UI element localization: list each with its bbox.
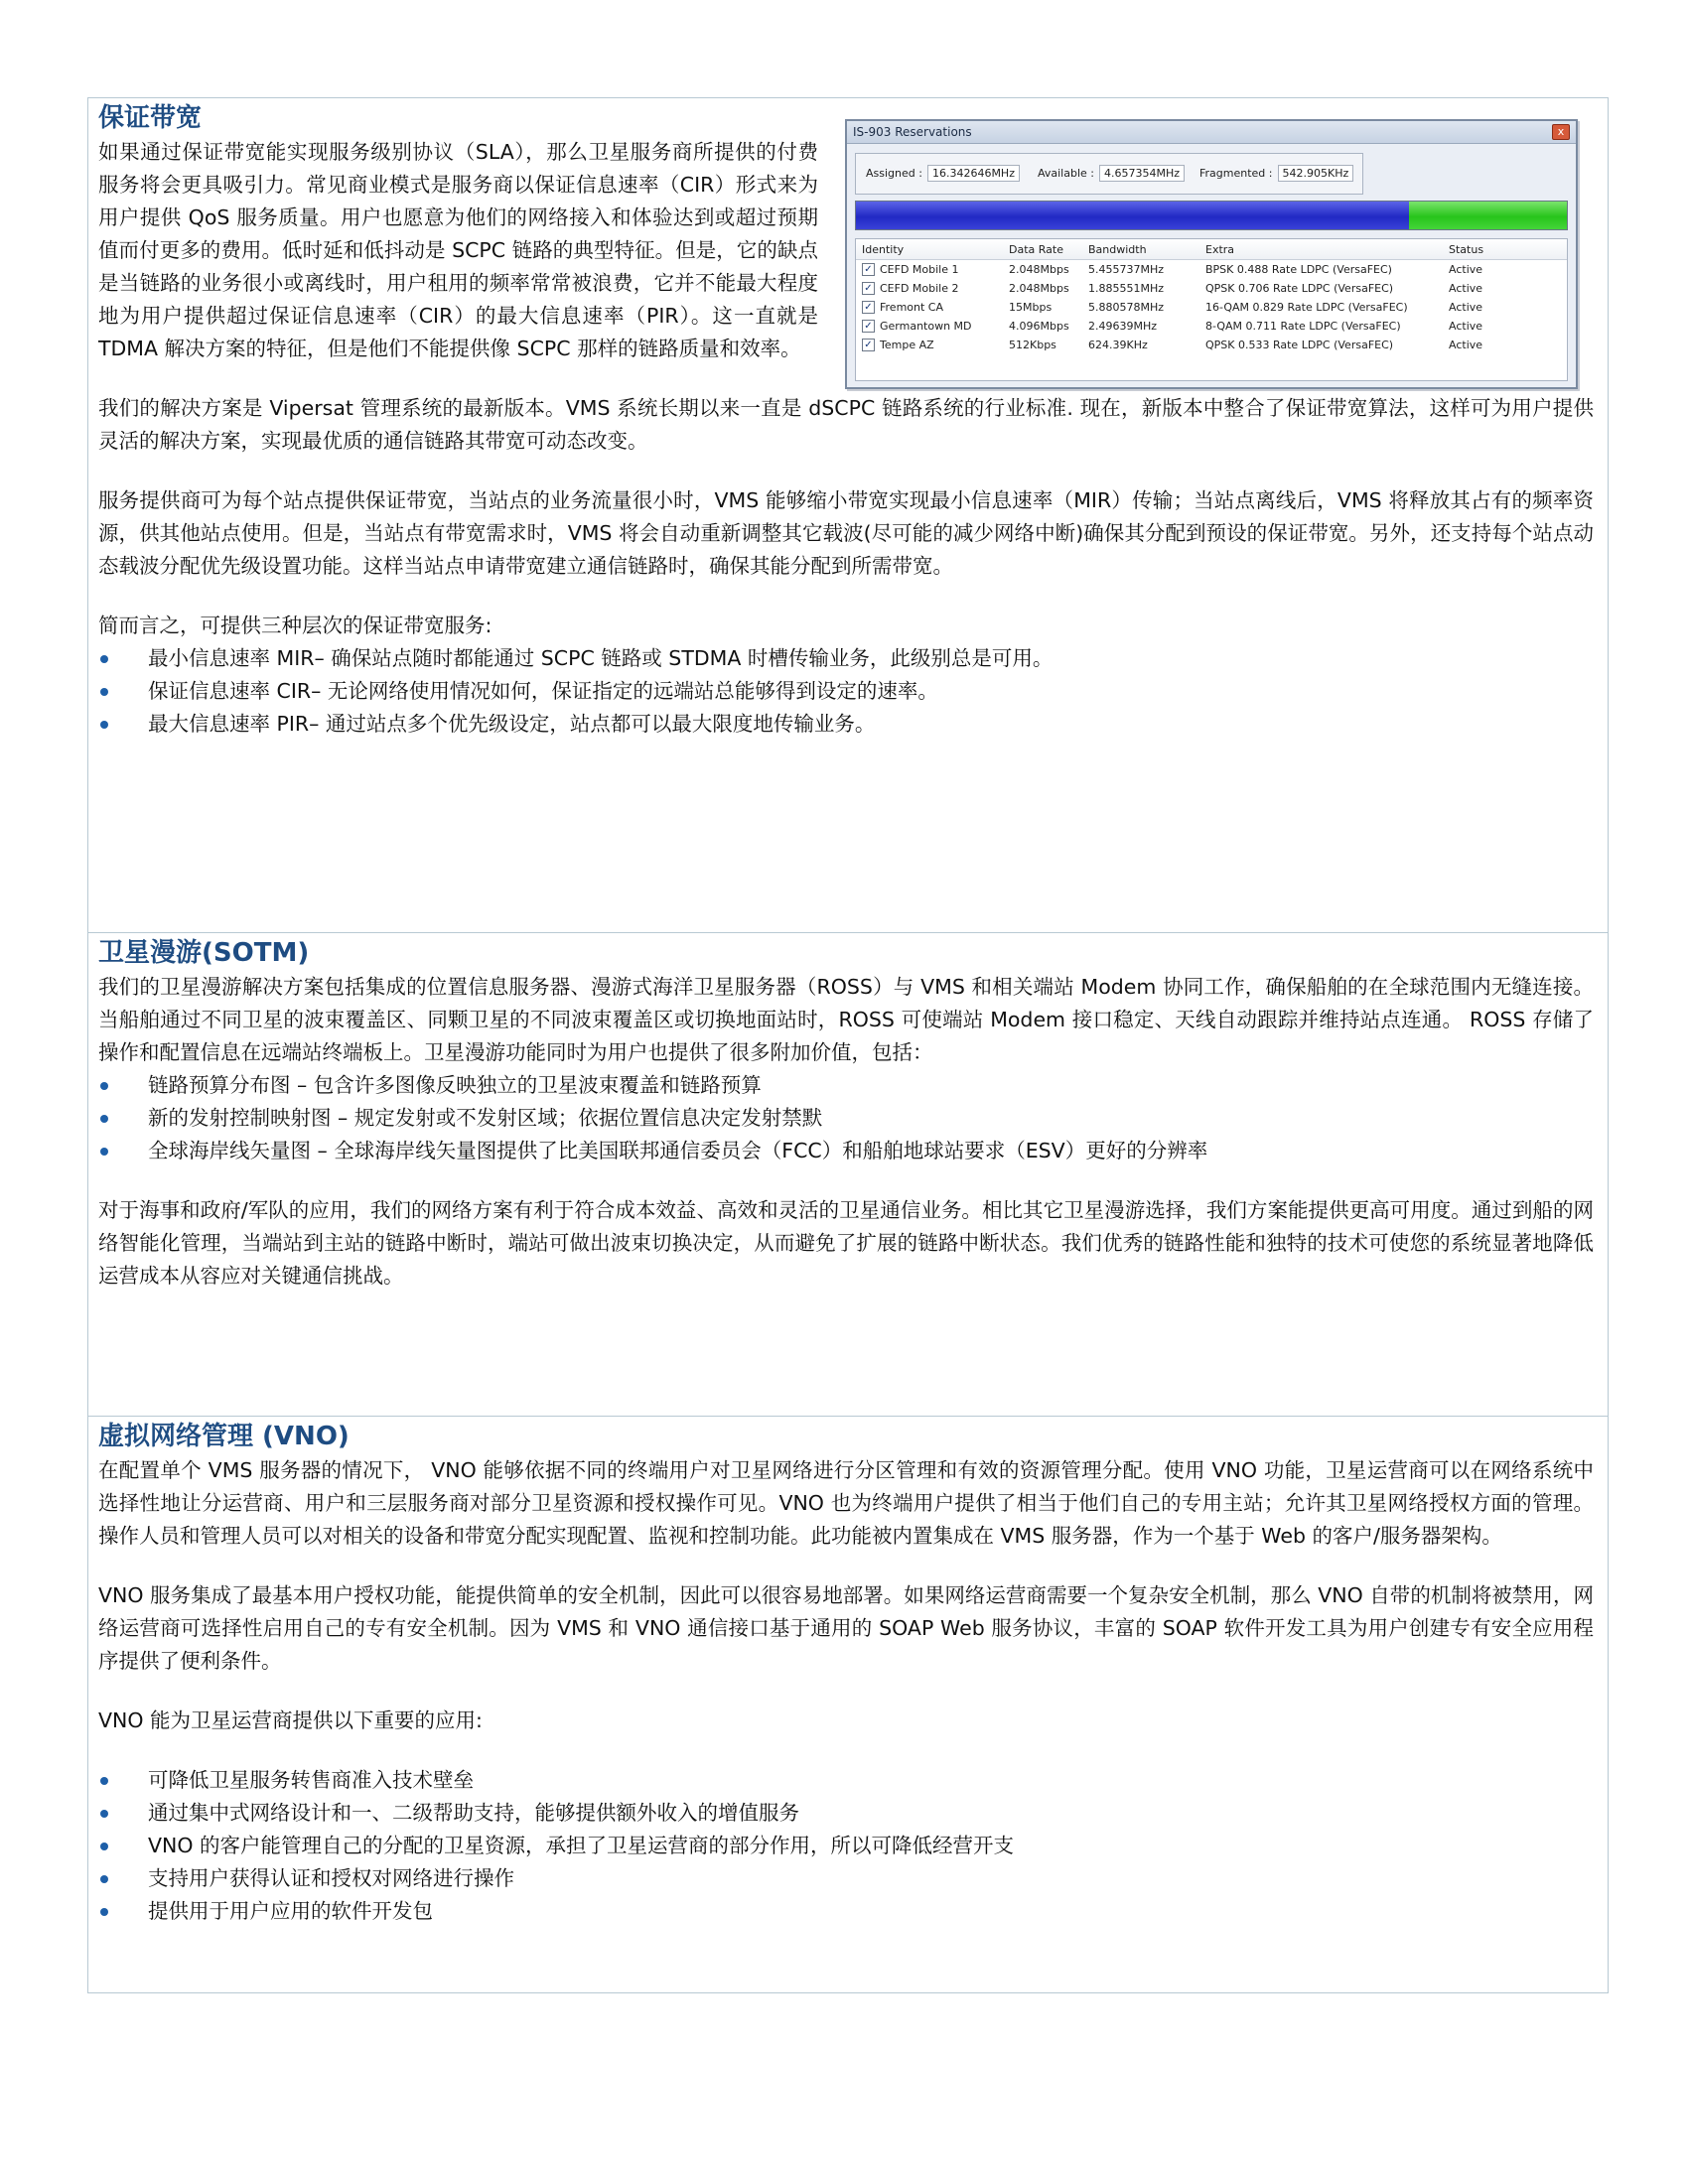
- bullet-icon: [100, 1115, 108, 1123]
- bullet-list: [98, 642, 1594, 741]
- fragmented-stat: [1199, 165, 1353, 182]
- list-item: [98, 1764, 1594, 1797]
- list-item-text: 最大信息速率 PIR– 通过站点多个优先级设定，站点都可以最大限度地传输业务。: [148, 712, 876, 736]
- window-title: IS-903 Reservations: [853, 125, 972, 139]
- section-title: 虚拟网络管理 (VNO): [98, 1422, 350, 1451]
- assigned-label: Assigned :: [866, 167, 922, 180]
- table-cell: BPSK 0.488 Rate LDPC (VersaFEC): [1205, 263, 1392, 276]
- available-bar-fill: [1409, 202, 1567, 229]
- available-stat: [1038, 165, 1185, 182]
- list-item: [98, 708, 1594, 741]
- table-cell: 16-QAM 0.829 Rate LDPC (VersaFEC): [1205, 301, 1408, 314]
- paragraph: 服务提供商可为每个站点提供保证带宽，当站点的业务流量很小时，VMS 能够缩小带宽实现最小信息速率（MIR）传输；当站点离线后，VMS 将释放其占有的频率资源，供其他站点使用。但是，当站点有带宽需求时，VMS 将会自动重新调整其它载波(尽可能的减少网络中断)确保其分配到预设的保证带宽。另外，还支持每个站点动态载波分配优先级设置功能。这样当站点申请带宽建立通信链路时，确保其能分配到所需带宽。: [98, 488, 1594, 578]
- table-row[interactable]: [856, 279, 1567, 298]
- bullet-icon: [100, 721, 108, 729]
- column-header[interactable]: Data Rate: [1009, 243, 1063, 256]
- bullet-icon: [100, 1777, 108, 1785]
- section-title: 保证带宽: [98, 103, 203, 133]
- table-cell: QPSK 0.533 Rate LDPC (VersaFEC): [1205, 339, 1394, 351]
- table-cell: 4.096Mbps: [1009, 320, 1069, 333]
- table-cell: 2.048Mbps: [1009, 263, 1069, 276]
- list-item-text: 最小信息速率 MIR– 确保站点随时都能通过 SCPC 链路或 STDMA 时槽传输业务，此级别总是可用。: [148, 646, 1054, 670]
- table-cell: Active: [1449, 320, 1483, 333]
- window-title-bar: [847, 121, 1576, 144]
- table-cell: CEFD Mobile 1: [880, 263, 959, 276]
- paragraph: VNO 服务集成了最基本用户授权功能，能提供简单的安全机制，因此可以很容易地部署。如果网络运营商需要一个复杂安全机制，那么 VNO 自带的机制将被禁用，网络运营商可选择性启用自己的专有安全机制。因为 VMS 和 VNO 通信接口基于通用的 SOAP Web 服务协议，丰富的 SOAP 软件开发工具为用户创建专有安全应用程序提供了便利条件。: [98, 1583, 1594, 1673]
- stats-panel: [855, 153, 1363, 195]
- bullet-icon: [100, 1843, 108, 1850]
- section-vno: [88, 1416, 1608, 1995]
- assigned-stat: [866, 165, 1020, 182]
- paragraph: 简而言之，可提供三种层次的保证带宽服务:: [98, 614, 492, 637]
- section-title: 卫星漫游(SOTM): [98, 938, 310, 968]
- close-icon[interactable]: x: [1552, 124, 1570, 140]
- bullet-icon: [100, 1082, 108, 1090]
- table-cell: 512Kbps: [1009, 339, 1056, 351]
- column-header[interactable]: Bandwidth: [1088, 243, 1147, 256]
- table-row[interactable]: [856, 336, 1567, 354]
- document-frame: [87, 97, 1609, 1993]
- allocation-bar: [855, 201, 1568, 230]
- table-row[interactable]: [856, 317, 1567, 336]
- paragraph: 我们的卫星漫游解决方案包括集成的位置信息服务器、漫游式海洋卫星服务器（ROSS）与 VMS 和相关端站 Modem 协同工作，确保船舶的在全球范围内无缝连接。当船舶通过不同卫星的波束覆盖区、同颗卫星的不同波束覆盖区或切换地面站时，ROSS 可使端站 Modem 接口稳定、天线自动跟踪并维持站点连通。 ROSS 存储了操作和配置信息在远端站终端板上。卫星漫游功能同时为用户也提供了很多附加价值，包括：: [98, 975, 1594, 1064]
- table-cell: 2.49639MHz: [1088, 320, 1158, 333]
- bullet-list: [98, 1764, 1594, 1928]
- bullet-icon: [100, 1810, 108, 1818]
- reservations-table: [855, 238, 1568, 381]
- list-item: [98, 1102, 1594, 1135]
- table-cell: 8-QAM 0.711 Rate LDPC (VersaFEC): [1205, 320, 1401, 333]
- bullet-icon: [100, 688, 108, 696]
- section-guaranteed-bandwidth: [88, 98, 1608, 932]
- intro-paragraph: 如果通过保证带宽能实现服务级别协议（SLA），那么卫星服务商所提供的付费服务将会更具吸引力。常见商业模式是服务商以保证信息速率（CIR）形式来为用户提供 QoS 服务质量。用户也愿意为他们的网络接入和体验达到或超过预期值而付更多的费用。低时延和低抖动是 SCPC 链路的典型特征。但是，它的缺点是当链路的业务很小或离线时，用户租用的频率常常被浪费，它并不能最大程度地为用户提供超过保证信息速率（CIR）的最大信息速率（PIR）。这一直就是 TDMA 解决方案的特征，但是他们不能提供像 SCPC 那样的链路质量和效率。: [98, 140, 818, 360]
- list-item: [98, 675, 1594, 708]
- table-cell: QPSK 0.706 Rate LDPC (VersaFEC): [1205, 282, 1394, 295]
- table-cell: Active: [1449, 301, 1483, 314]
- list-item: [98, 1797, 1594, 1830]
- table-row[interactable]: [856, 298, 1567, 317]
- table-body: [856, 260, 1567, 354]
- column-header[interactable]: Status: [1449, 243, 1484, 256]
- assigned-bar-fill: [856, 202, 1409, 229]
- list-item-text: 新的发射控制映射图 – 规定发射或不发射区域；依据位置信息决定发射禁默: [148, 1106, 823, 1130]
- section-sotm: [88, 932, 1608, 1417]
- list-item: [98, 1862, 1594, 1895]
- column-header[interactable]: Extra: [1205, 243, 1235, 256]
- table-cell: CEFD Mobile 2: [880, 282, 959, 295]
- table-cell: Active: [1449, 263, 1483, 276]
- table-cell: 624.39KHz: [1088, 339, 1148, 351]
- row-checkbox[interactable]: ✓: [862, 339, 875, 351]
- list-item-text: 提供用于用户应用的软件开发包: [148, 1899, 433, 1923]
- list-item: [98, 1135, 1594, 1167]
- list-item: [98, 1895, 1594, 1928]
- table-cell: 15Mbps: [1009, 301, 1053, 314]
- list-item: [98, 1069, 1594, 1102]
- bullet-icon: [100, 1875, 108, 1883]
- fragmented-label: Fragmented :: [1199, 167, 1273, 180]
- list-item: [98, 1830, 1594, 1862]
- table-cell: 2.048Mbps: [1009, 282, 1069, 295]
- list-item: [98, 642, 1594, 675]
- table-row[interactable]: [856, 260, 1567, 279]
- available-label: Available :: [1038, 167, 1094, 180]
- table-cell: 5.455737MHz: [1088, 263, 1165, 276]
- paragraph: 在配置单个 VMS 服务器的情况下， VNO 能够依据不同的终端用户对卫星网络进行分区管理和有效的资源管理分配。使用 VNO 功能，卫星运营商可以在网络系统中选择性地让分运营商、用户和三层服务商对部分卫星资源和授权操作可见。VNO 也为终端用户提供了相当于他们自己的专用主站；允许其卫星网络授权方面的管理。操作人员和管理人员可以对相关的设备和带宽分配实现配置、监视和控制功能。此功能被内置集成在 VMS 服务器，作为一个基于 Web 的客户/服务器架构。: [98, 1458, 1594, 1548]
- bullet-icon: [100, 1908, 108, 1916]
- list-item-text: 保证信息速率 CIR– 无论网络使用情况如何，保证指定的远端站总能够得到设定的速率。: [148, 679, 938, 703]
- row-checkbox[interactable]: ✓: [862, 263, 875, 276]
- table-header: [856, 239, 1567, 260]
- table-cell: Active: [1449, 282, 1483, 295]
- list-item-text: 全球海岸线矢量图 – 全球海岸线矢量图提供了比美国联邦通信委员会（FCC）和船舶地球站要求（ESV）更好的分辨率: [148, 1139, 1208, 1162]
- paragraph: 我们的解决方案是 Vipersat 管理系统的最新版本。VMS 系统长期以来一直是 dSCPC 链路系统的行业标准. 现在，新版本中整合了保证带宽算法，这样可为用户提供灵活的解决方案，实现最优质的通信链路其带宽可动态改变。: [98, 396, 1594, 453]
- list-item-text: 通过集中式网络设计和一、二级帮助支持，能够提供额外收入的增值服务: [148, 1801, 799, 1825]
- table-cell: Active: [1449, 339, 1483, 351]
- reservations-window: [845, 119, 1578, 389]
- list-item-text: 支持用户获得认证和授权对网络进行操作: [148, 1866, 514, 1890]
- table-cell: Fremont CA: [880, 301, 944, 314]
- table-cell: Germantown MD: [880, 320, 972, 333]
- paragraph: 对于海事和政府/军队的应用，我们的网络方案有利于符合成本效益、高效和灵活的卫星通信业务。相比其它卫星漫游选择，我们方案能提供更高可用度。通过到船的网络智能化管理，当端站到主站的链路中断时，端站可做出波束切换决定，从而避免了扩展的链路中断状态。我们优秀的链路性能和独特的技术可使您的系统显著地降低运营成本从容应对关键通信挑战。: [98, 1198, 1594, 1288]
- list-item-text: 可降低卫星服务转售商准入技术壁垒: [148, 1768, 474, 1792]
- column-header[interactable]: Identity: [862, 243, 905, 256]
- table-cell: Tempe AZ: [880, 339, 934, 351]
- list-item-text: VNO 的客户能管理自己的分配的卫星资源，承担了卫星运营商的部分作用，所以可降低经营开支: [148, 1834, 1015, 1857]
- bullet-icon: [100, 655, 108, 663]
- assigned-value: 16.342646MHz: [927, 165, 1020, 182]
- available-value: 4.657354MHz: [1099, 165, 1185, 182]
- row-checkbox[interactable]: ✓: [862, 282, 875, 295]
- table-cell: 5.880578MHz: [1088, 301, 1165, 314]
- bullet-icon: [100, 1148, 108, 1156]
- list-item-text: 链路预算分布图 – 包含许多图像反映独立的卫星波束覆盖和链路预算: [148, 1073, 762, 1097]
- row-checkbox[interactable]: ✓: [862, 320, 875, 333]
- row-checkbox[interactable]: ✓: [862, 301, 875, 314]
- table-cell: 1.885551MHz: [1088, 282, 1165, 295]
- fragmented-value: 542.905KHz: [1278, 165, 1354, 182]
- bullet-list: [98, 1069, 1594, 1167]
- paragraph: VNO 能为卫星运营商提供以下重要的应用:: [98, 1708, 483, 1732]
